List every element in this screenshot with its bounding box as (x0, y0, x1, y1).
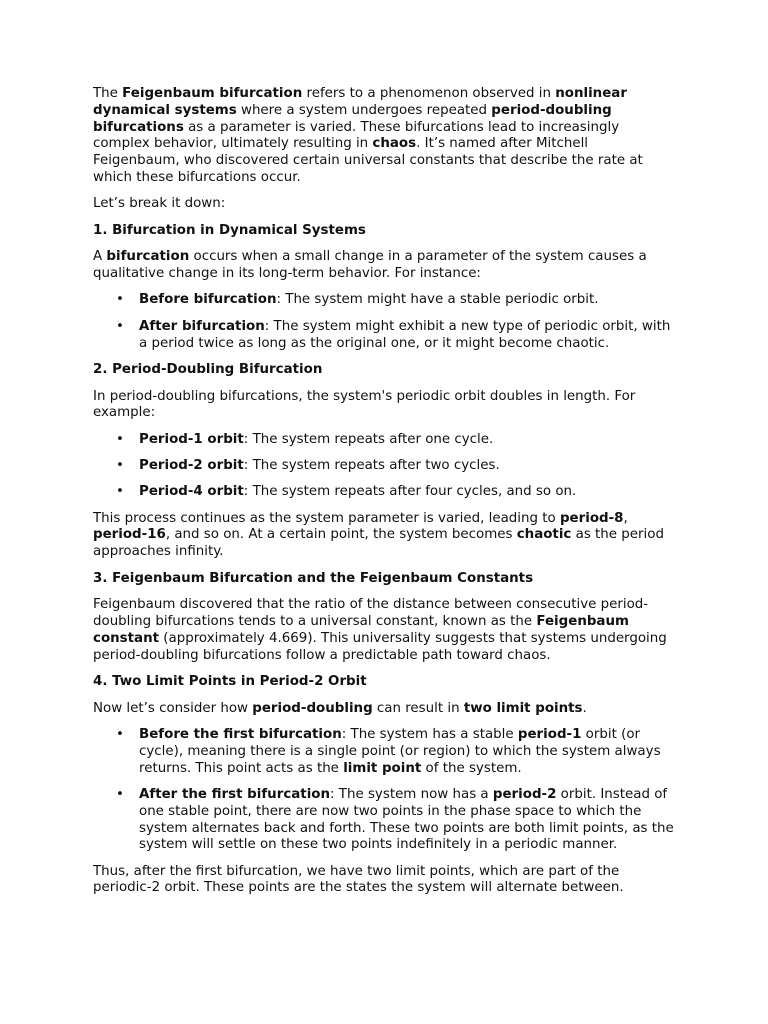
section-1-list (93, 292, 678, 352)
section-3-heading: 3. Feigenbaum Bifurcation and the Feigenbaum Constants (93, 570, 534, 586)
section-2-heading: 2. Period-Doubling Bifurcation (93, 361, 323, 377)
conclusion-paragraph: Thus, after the first bifurcation, we have two limit points, which are part of the periodic-2 orbit. These points are the states the system will alternate between. (93, 863, 624, 896)
breakdown-paragraph: Let’s break it down: (93, 196, 226, 212)
document-body (93, 86, 678, 907)
section-2-paragraph: In period-doubling bifurcations, the system's periodic orbit doubles in length. For example: (93, 388, 636, 421)
intro-paragraph: The Feigenbaum bifurcation refers to a phenomenon observed in nonlinear dynamical systems where a system undergoes repeated period-doubling bifurcations as a parameter is varied. These bifurcations lead to increasingly complex behavior, ultimately resulting in chaos. It’s named after Mitchell Feigenbaum, who discovered certain universal constants that describe the rate at which these bifurcations occur. (93, 86, 643, 185)
list-item: • Period-1 orbit: The system repeats after one cycle. (139, 432, 678, 449)
list-item: • Before bifurcation: The system might have a stable periodic orbit. (139, 292, 678, 309)
section-2-paragraph-2: This process continues as the system parameter is varied, leading to period-8, period-16, and so on. At a certain point, the system becomes chaotic as the period approaches infinity. (93, 510, 664, 560)
section-4-heading: 4. Two Limit Points in Period-2 Orbit (93, 674, 367, 690)
section-1-paragraph: A bifurcation occurs when a small change in a parameter of the system causes a qualitative change in its long-term behavior. For instance: (93, 249, 647, 282)
list-item: • After bifurcation: The system might exhibit a new type of periodic orbit, with a period twice as long as the original one, or it might become chaotic. (139, 319, 678, 353)
section-3-paragraph: Feigenbaum discovered that the ratio of the distance between consecutive period-doubling bifurcations tends to a universal constant, known as the Feigenbaum constant (approximately 4.669). This universality suggests that systems undergoing period-doubling bifurcations follow a predictable path toward chaos. (93, 597, 667, 663)
section-1-heading: 1. Bifurcation in Dynamical Systems (93, 222, 366, 238)
list-item: • Period-4 orbit: The system repeats after four cycles, and so on. (139, 484, 678, 501)
section-4-paragraph: Now let’s consider how period-doubling can result in two limit points. (93, 700, 587, 716)
section-2-list (93, 432, 678, 501)
section-4-list (93, 727, 678, 854)
list-item: • Period-2 orbit: The system repeats after two cycles. (139, 458, 678, 475)
list-item: • Before the first bifurcation: The system has a stable period-1 orbit (or cycle), meaning there is a single point (or region) to which the system always returns. This point acts as the limit point of the system. (139, 727, 678, 777)
list-item: • After the first bifurcation: The system now has a period-2 orbit. Instead of one stable point, there are now two points in the phase space to which the system alternates back and forth. These two points are both limit points, as the system will settle on these two points indefinitely in a periodic manner. (139, 787, 678, 854)
